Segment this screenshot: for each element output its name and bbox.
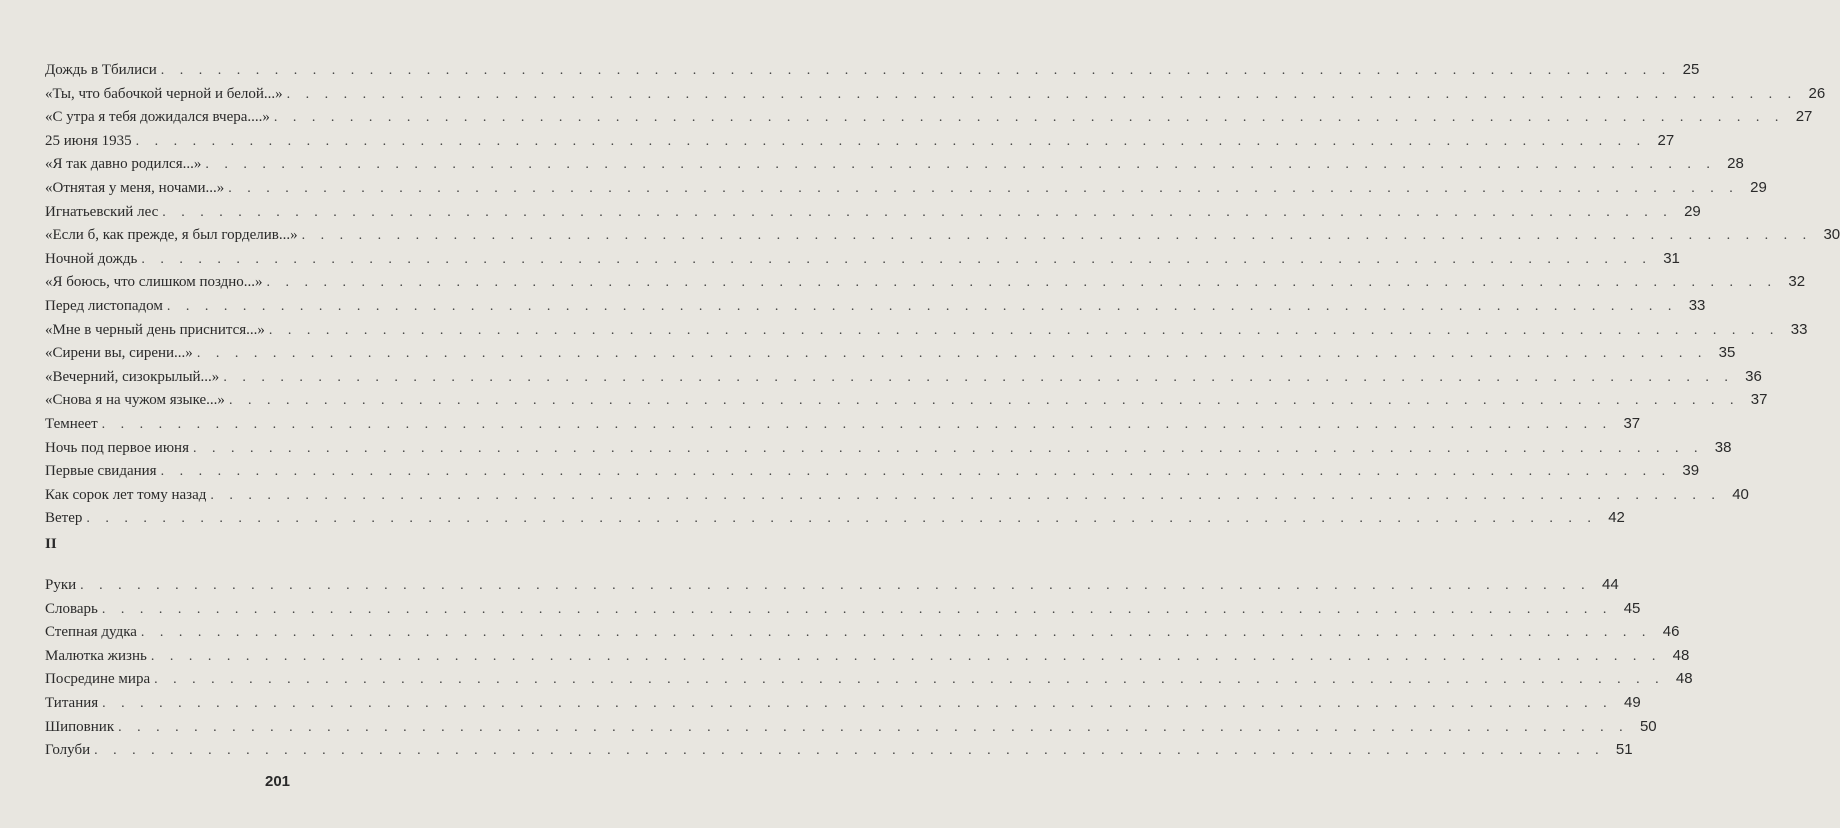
toc-entry-page: 29 [1750,178,1767,196]
toc-entry [45,247,1680,271]
toc-entry [45,105,1813,129]
toc-list-part-2 [45,573,1693,762]
toc-entry-title: Голуби [45,742,91,759]
toc-dot-leader: . . . . . . . . . . . . . . . . . . . . . . . . . . . . . . . . . . . . . . . . . . . . . . . . . . . . . . . . . . . . . . . . . . . . . . . . . . . . . . . . [162,204,1673,220]
toc-entry-page: 51 [1615,741,1633,759]
toc-entry-page: 27 [1657,131,1675,149]
toc-entry-title: 25 июня 1935 [45,132,132,149]
page-number: 201 [264,773,291,790]
toc-entry-title: Как сорок лет тому назад [45,486,207,503]
toc-entry-page: 25 [1682,61,1700,78]
toc-dot-leader: . . . . . . . . . . . . . . . . . . . . . . . . . . . . . . . . . . . . . . . . . . . . . . . . . . . . . . . . . . . . . . . . . . . . . . . . . . . . . . . . [196,346,1708,362]
toc-entry [45,58,1700,82]
toc-entry-page: 33 [1688,296,1706,314]
toc-entry-title: Шиповник [45,718,115,735]
toc-entry-title: «Я боюсь, что слишком поздно...» [45,274,263,291]
toc-dot-leader: . . . . . . . . . . . . . . . . . . . . . . . . . . . . . . . . . . . . . . . . . . . . . . . . . . . . . . . . . . . . . . . . . . . . . . . . . . . . . . . . [286,86,1798,102]
toc-entry-page: 35 [1718,344,1736,362]
toc-entry-page: 33 [1790,320,1808,338]
toc-dot-leader: . . . . . . . . . . . . . . . . . . . . . . . . . . . . . . . . . . . . . . . . . . . . . . . . . . . . . . . . . . . . . . . . . . . . . . . . . . . . . . . . [223,369,1734,385]
section-heading: II [45,536,57,552]
toc-entry [45,436,1732,460]
toc-entry-page: 30 [1823,226,1840,244]
toc-entry [45,82,1826,106]
toc-entry-page: 48 [1672,646,1690,664]
toc-dot-leader: . . . . . . . . . . . . . . . . . . . . . . . . . . . . . . . . . . . . . . . . . . . . . . . . . . . . . . . . . . . . . . . . . . . . . . . . . . . . . . . . [118,719,1629,735]
toc-entry-page: 37 [1750,391,1768,409]
toc-entry [45,176,1767,200]
toc-entry-title: «Если б, как прежде, я был горделив...» [45,227,298,244]
toc-entry-page: 49 [1623,693,1641,711]
toc-entry [45,270,1806,294]
toc-entry-title: Малютка жизнь [45,647,147,664]
toc-entry [45,483,1749,507]
toc-entry [45,200,1701,224]
toc-dot-leader: . . . . . . . . . . . . . . . . . . . . . . . . . . . . . . . . . . . . . . . . . . . . . . . . . . . . . . . . . . . . . . . . . . . . . . . . . . . . . . . . [101,601,1613,617]
toc-entry-page: 45 [1623,599,1641,617]
toc-entry-page: 37 [1623,414,1641,432]
toc-dot-leader: . . . . . . . . . . . . . . . . . . . . . . . . . . . . . . . . . . . . . . . . . . . . . . . . . . . . . . . . . . . . . . . . . . . . . . . . . . . . . . . . [301,228,1813,244]
toc-entry-page: 44 [1601,576,1619,593]
toc-entry [45,620,1680,644]
toc-entry-title: Словарь [45,600,98,617]
toc-entry-page: 38 [1714,438,1732,456]
toc-entry-page: 40 [1732,485,1749,503]
toc-entry-title: Ветер [45,510,83,527]
toc-dot-leader: . . . . . . . . . . . . . . . . . . . . . . . . . . . . . . . . . . . . . . . . . . . . . . . . . . . . . . . . . . . . . . . . . . . . . . . . . . . . . . . . [268,322,1780,338]
toc-dot-leader: . . . . . . . . . . . . . . . . . . . . . . . . . . . . . . . . . . . . . . . . . . . . . . . . . . . . . . . . . . . . . . . . . . . . . . . . . . . . . . . . [86,511,1597,527]
toc-entry [45,738,1633,762]
toc-entry-page: 28 [1727,155,1744,173]
toc-entry-title: «Вечерний, сизокрылый...» [45,368,220,385]
toc-entry-page: 27 [1795,108,1813,126]
toc-entry-title: Ночной дождь [45,250,138,267]
toc-entry-title: Первые свидания [45,463,157,480]
toc-entry-title: «Отнятая у меня, ночами...» [45,179,225,196]
toc-entry [45,365,1762,389]
toc-entry [45,341,1736,365]
toc-dot-leader: . . . . . . . . . . . . . . . . . . . . . . . . . . . . . . . . . . . . . . . . . . . . . . . . . . . . . . . . . . . . . . . . . . . . . . . . . . . . . . . . [102,695,1613,711]
toc-dot-leader: . . . . . . . . . . . . . . . . . . . . . . . . . . . . . . . . . . . . . . . . . . . . . . . . . . . . . . . . . . . . . . . . . . . . . . . . . . . . . . . . [135,133,1647,149]
toc-entry-title: «Ты, что бабочкой черной и белой...» [45,85,283,102]
toc-entry-title: Темнеет [45,415,98,432]
toc-entry [45,412,1641,436]
toc-dot-leader: . . . . . . . . . . . . . . . . . . . . . . . . . . . . . . . . . . . . . . . . . . . . . . . . . . . . . . . . . . . . . . . . . . . . . . . . . . . . . . . . [192,440,1704,456]
toc-entry [45,667,1693,691]
toc-dot-leader: . . . . . . . . . . . . . . . . . . . . . . . . . . . . . . . . . . . . . . . . . . . . . . . . . . . . . . . . . . . . . . . . . . . . . . . . . . . . . . . . [205,157,1716,173]
toc-dot-leader: . . . . . . . . . . . . . . . . . . . . . . . . . . . . . . . . . . . . . . . . . . . . . . . . . . . . . . . . . . . . . . . . . . . . . . . . . . . . . . . . [160,63,1672,78]
toc-entry [45,223,1840,247]
toc-dot-leader: . . . . . . . . . . . . . . . . . . . . . . . . . . . . . . . . . . . . . . . . . . . . . . . . . . . . . . . . . . . . . . . . . . . . . . . . . . . . . . . . [154,672,1665,688]
toc-entry-page: 39 [1682,462,1700,480]
toc-dot-leader: . . . . . . . . . . . . . . . . . . . . . . . . . . . . . . . . . . . . . . . . . . . . . . . . . . . . . . . . . . . . . . . . . . . . . . . . . . . . . . . . [166,298,1678,314]
toc-entry-page: 32 [1788,273,1806,291]
toc-entry [45,644,1690,668]
toc-dot-leader: . . . . . . . . . . . . . . . . . . . . . . . . . . . . . . . . . . . . . . . . . . . . . . . . . . . . . . . . . . . . . . . . . . . . . . . . . . . . . . . . [150,648,1662,664]
toc-entry-page: 42 [1608,509,1625,527]
toc-entry-title: «Сирени вы, сирени...» [45,345,193,362]
toc-dot-leader: . . . . . . . . . . . . . . . . . . . . . . . . . . . . . . . . . . . . . . . . . . . . . . . . . . . . . . . . . . . . . . . . . . . . . . . . . . . . . . . . [228,393,1740,409]
toc-entry [45,715,1657,739]
toc-dot-leader: . . . . . . . . . . . . . . . . . . . . . . . . . . . . . . . . . . . . . . . . . . . . . . . . . . . . . . . . . . . . . . . . . . . . . . . . . . . . . . . . [273,110,1785,126]
toc-entry-title: Титания [45,694,99,711]
toc-entry-title: Руки [45,577,77,593]
toc-entry-title: «Я так давно родился...» [45,156,202,173]
toc-dot-leader: . . . . . . . . . . . . . . . . . . . . . . . . . . . . . . . . . . . . . . . . . . . . . . . . . . . . . . . . . . . . . . . . . . . . . . . . . . . . . . . . [210,487,1721,503]
toc-dot-leader: . . . . . . . . . . . . . . . . . . . . . . . . . . . . . . . . . . . . . . . . . . . . . . . . . . . . . . . . . . . . . . . . . . . . . . . . . . . . . . . . [141,251,1652,267]
toc-dot-leader: . . . . . . . . . . . . . . . . . . . . . . . . . . . . . . . . . . . . . . . . . . . . . . . . . . . . . . . . . . . . . . . . . . . . . . . . . . . . . . . . [228,180,1739,196]
toc-entry-title: Перед листопадом [45,297,163,314]
toc-entry-page: 26 [1808,84,1826,102]
toc-entry [45,506,1625,530]
toc-dot-leader: . . . . . . . . . . . . . . . . . . . . . . . . . . . . . . . . . . . . . . . . . . . . . . . . . . . . . . . . . . . . . . . . . . . . . . . . . . . . . . . . [94,743,1605,759]
toc-entry-title: «Снова я на чужом языке...» [45,392,225,409]
toc-entry-title: Игнатьевский лес [45,203,159,220]
toc-entry [45,318,1808,342]
toc-entry-page: 36 [1745,367,1762,385]
toc-entry-title: «Мне в черный день приснится...» [45,321,265,338]
toc-entry [45,691,1641,715]
toc-entry-title: Посредине мира [45,671,151,688]
toc-entry-title: «С утра я тебя дожидался вчера....» [45,109,270,126]
toc-dot-leader: . . . . . . . . . . . . . . . . . . . . . . . . . . . . . . . . . . . . . . . . . . . . . . . . . . . . . . . . . . . . . . . . . . . . . . . . . . . . . . . . [140,625,1652,641]
toc-dot-leader: . . . . . . . . . . . . . . . . . . . . . . . . . . . . . . . . . . . . . . . . . . . . . . . . . . . . . . . . . . . . . . . . . . . . . . . . . . . . . . . . [266,275,1778,291]
toc-entry-page: 46 [1662,623,1680,641]
toc-entry-page: 50 [1639,717,1657,735]
toc-entry [45,388,1768,412]
toc-dot-leader: . . . . . . . . . . . . . . . . . . . . . . . . . . . . . . . . . . . . . . . . . . . . . . . . . . . . . . . . . . . . . . . . . . . . . . . . . . . . . . . . [101,416,1613,432]
toc-entry-title: Степная дудка [45,624,137,641]
toc-entry [45,597,1641,621]
toc-entry-page: 48 [1675,670,1693,688]
toc-dot-leader: . . . . . . . . . . . . . . . . . . . . . . . . . . . . . . . . . . . . . . . . . . . . . . . . . . . . . . . . . . . . . . . . . . . . . . . . . . . . . . . . [160,464,1672,480]
toc-entry [45,459,1700,483]
toc-list-part-1 [45,58,1840,530]
toc-entry [45,573,1619,597]
toc-entry [45,294,1706,318]
toc-entry-page: 31 [1663,249,1680,267]
toc-entry-title: Ночь под первое июня [45,439,189,456]
toc-dot-leader: . . . . . . . . . . . . . . . . . . . . . . . . . . . . . . . . . . . . . . . . . . . . . . . . . . . . . . . . . . . . . . . . . . . . . . . . . . . . . . . . [80,578,1591,593]
toc-entry-page: 29 [1684,202,1701,220]
toc-entry [45,152,1744,176]
toc-entry [45,129,1675,153]
toc-entry-title: Дождь в Тбилиси [45,62,157,78]
